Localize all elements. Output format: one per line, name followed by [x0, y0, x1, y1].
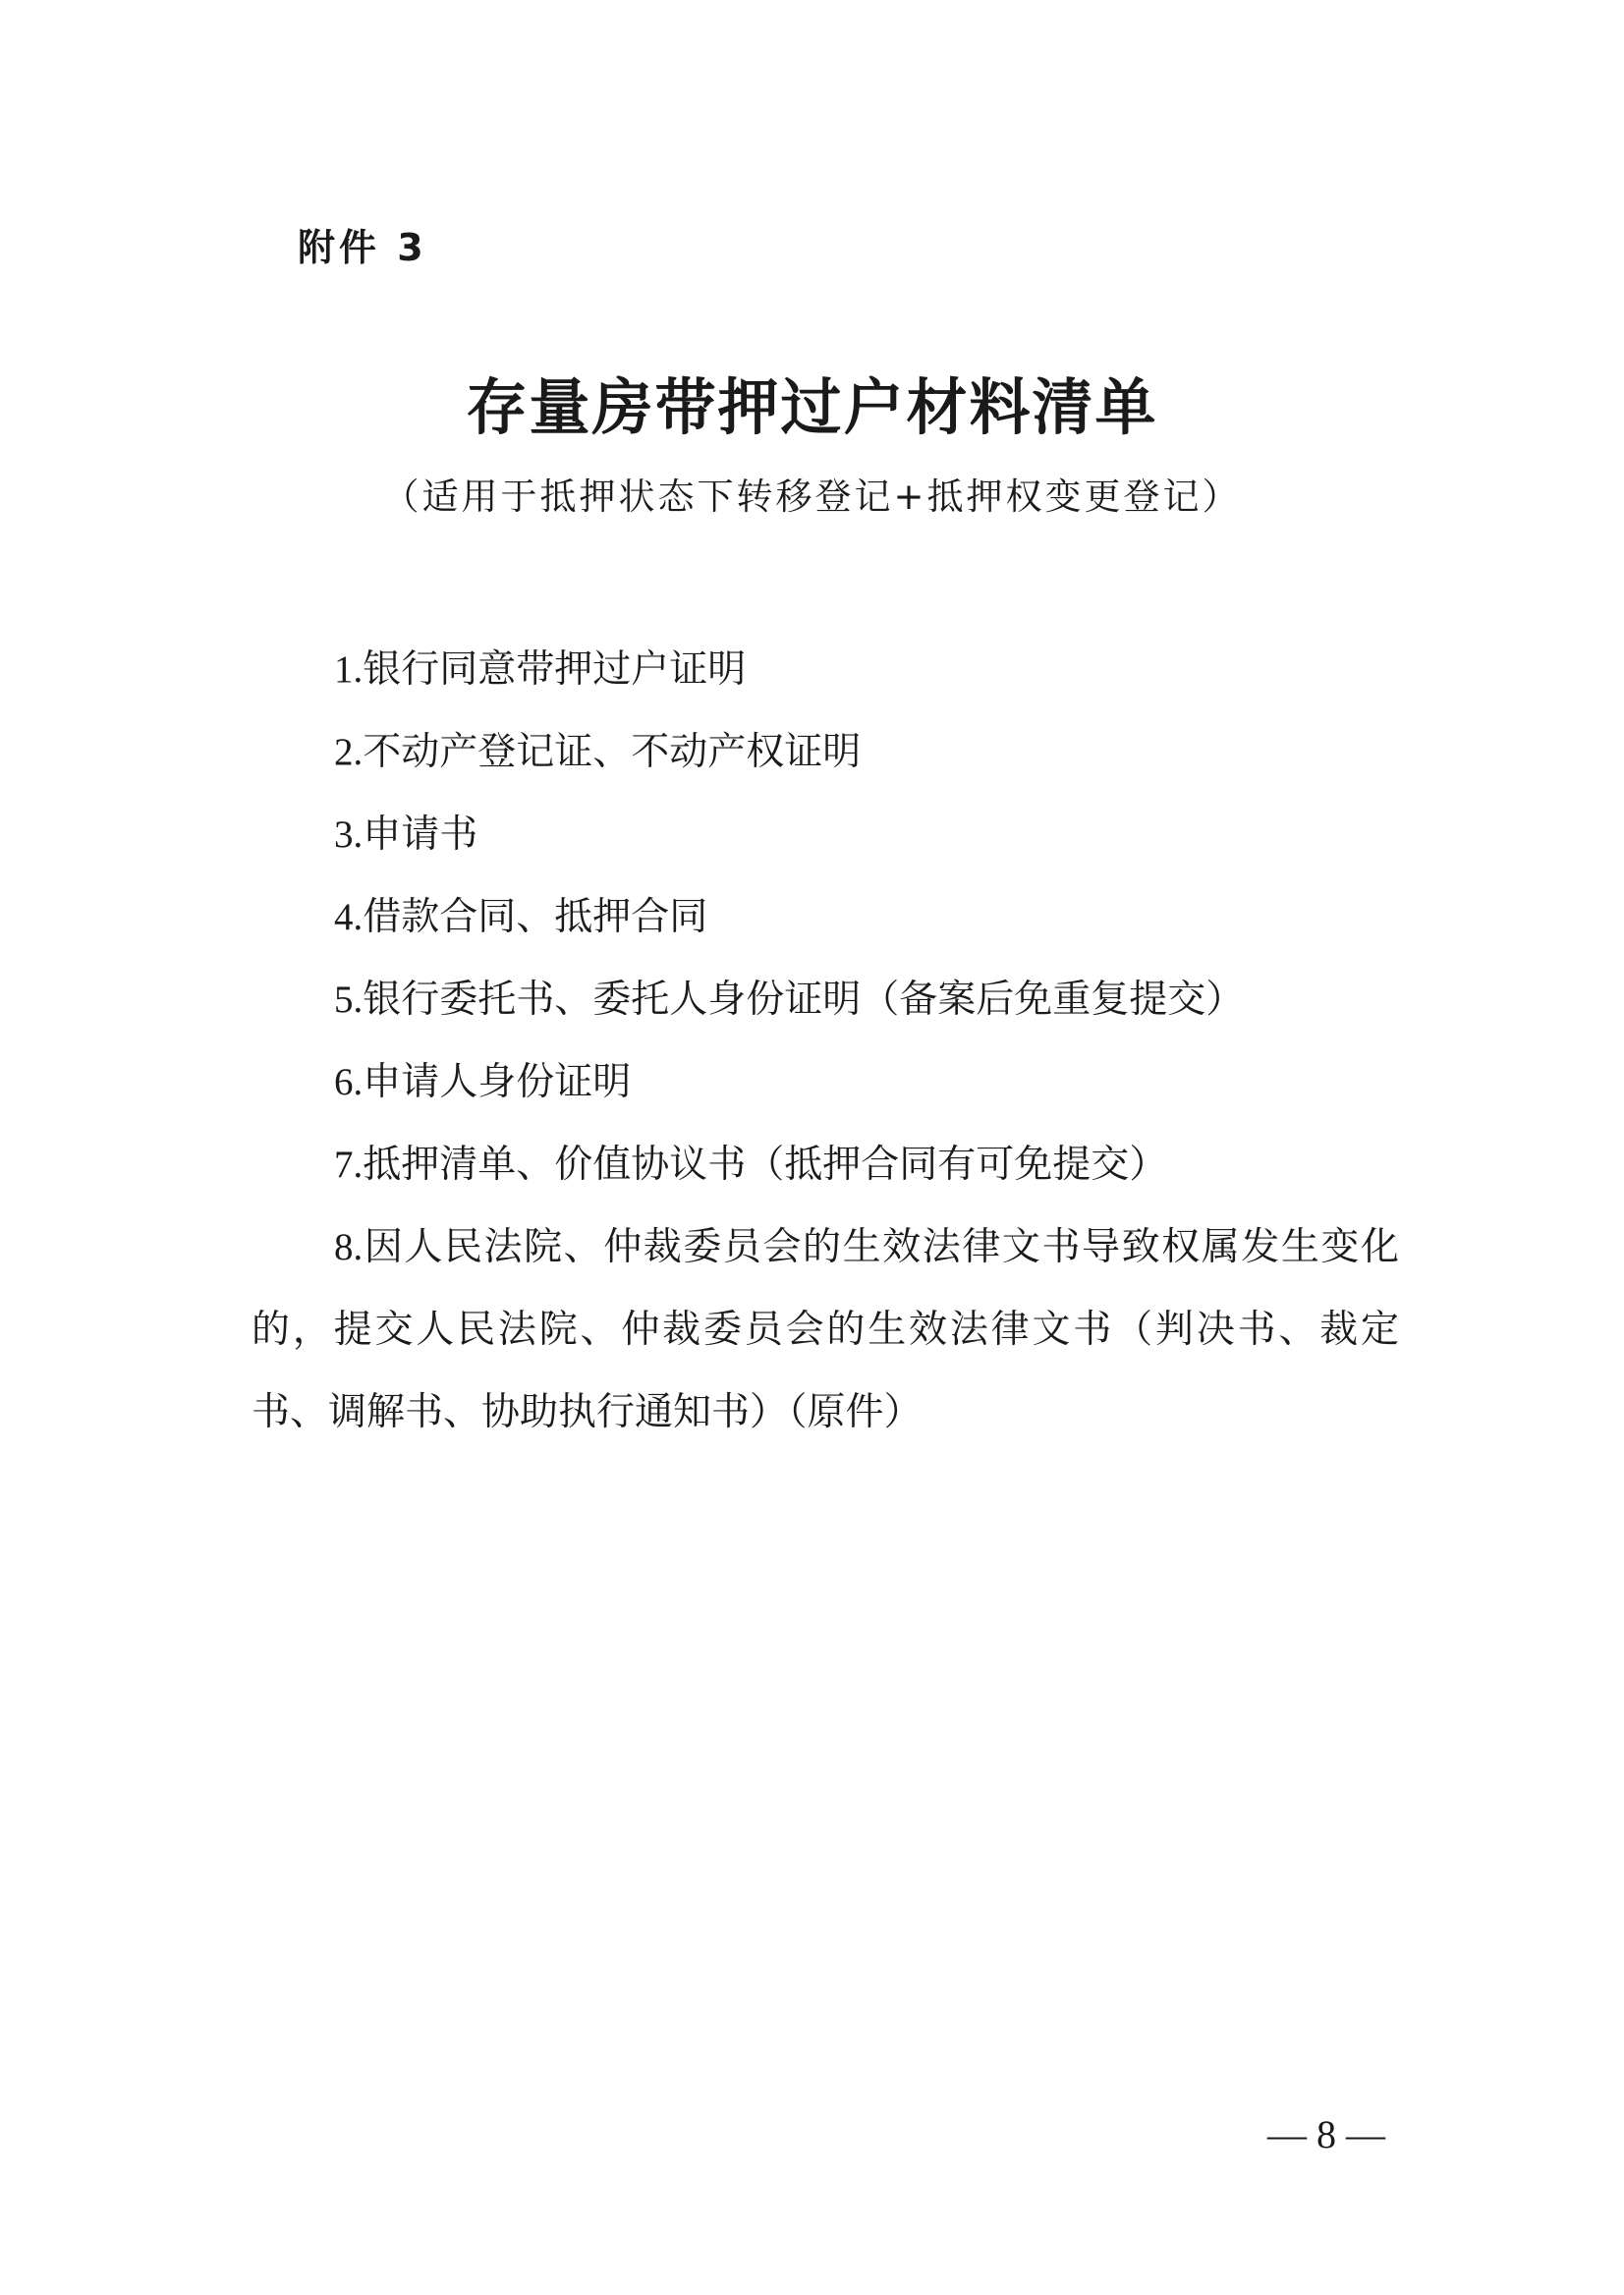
list-item-text: 借款合同、抵押合同 — [363, 895, 708, 939]
list-item-number: 5. — [334, 979, 364, 1021]
list-item-number: 6. — [334, 1061, 364, 1103]
list-item — [252, 1124, 1399, 1206]
list-item-text: 申请书 — [363, 812, 478, 857]
list-item-number: 7. — [334, 1144, 364, 1186]
list-item — [252, 711, 1399, 794]
list-item — [252, 794, 1399, 876]
list-item-number: 3. — [334, 813, 364, 856]
document-subtitle: （适用于抵押状态下转移登记+抵押权变更登记） — [382, 476, 1242, 518]
list-item — [252, 1041, 1399, 1124]
list-item-number: 2. — [334, 731, 364, 773]
list-item — [252, 876, 1399, 959]
list-item — [252, 629, 1399, 711]
list-item-text: 银行同意带押过户证明 — [363, 647, 747, 692]
list-item-text: 因人民法院、仲裁委员会的生效法律文书导致权属发生变化的，提交人民法院、仲裁委员会的生效法律文书（判决书、裁定书、调解书、协助执行通知书）（原件） — [252, 1225, 1399, 1434]
document-title: 存量房带押过户材料清单 — [466, 371, 1158, 443]
list-item-number: 8. — [334, 1226, 364, 1268]
attachment-label: 附件 3 — [298, 226, 427, 269]
list-item-text: 抵押清单、价值协议书（抵押合同有可免提交） — [363, 1143, 1168, 1187]
list-item-text: 银行委托书、委托人身份证明（备案后免重复提交） — [363, 978, 1245, 1022]
list-item-text: 申请人身份证明 — [363, 1060, 632, 1104]
list-item-number: 4. — [334, 896, 364, 938]
list-item-number: 1. — [334, 648, 364, 691]
list-item-text: 不动产登记证、不动产权证明 — [363, 730, 862, 774]
list-item — [252, 959, 1399, 1041]
page-number: — 8 — — [1267, 2112, 1385, 2156]
materials-list — [252, 629, 1399, 1454]
list-item — [252, 1206, 1399, 1454]
